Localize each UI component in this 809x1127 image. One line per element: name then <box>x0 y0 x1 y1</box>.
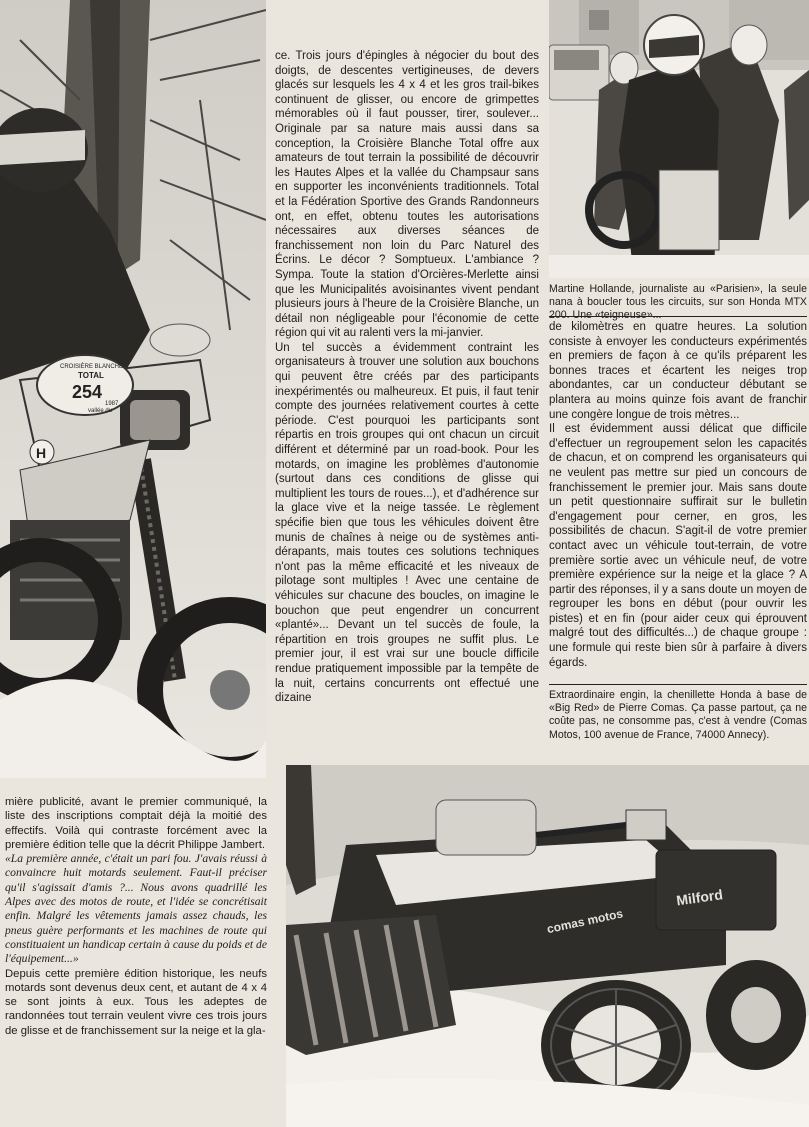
caption-rule-bottom <box>549 684 807 685</box>
article-paragraph: mière publicité, avant le premier communiqué, la liste des inscriptions comptait déjà la moitié des effectifs. Voilà qui contraste forcément avec la première édition telle que la décrit Philippe Jambert. <box>5 796 267 851</box>
plate-number-text: 254 <box>72 382 103 402</box>
atv-brand-text-2: Milford <box>675 886 724 909</box>
article-column-right <box>549 320 807 670</box>
article-paragraph: Il est évidemment aussi délicat que difficile d'effectuer un regroupement selon les capacités de chacun, et on comprend les organisateurs qui ne veulent pas mettre sur pied un concours de franchissement le premier jour. Mais sans doute un petit questionnaire suffirait sur le bulletin d'engagement pour cerner, en gros, les possibilités de chacun. S'agit-il de votre premier contact avec un véhicule tout-terrain, de votre première sortie avec un véhicule neuf, de votre première expérience sur la neige et la glace ? A partir des réponses, il y a sans doute un moyen de regrouper les bons en début (pour ouvrir les pistes) et en fin (pour aider ceux qui éprouvent malgré tout des difficultés...) de chaque groupe : une formule qui reste bien sûr à parfaire à divers égards. <box>549 423 807 669</box>
plate-top-text: CROISIÈRE BLANCHE <box>60 364 124 370</box>
photo-winter-rider <box>549 0 809 278</box>
article-column-middle <box>275 49 539 706</box>
article-quote: «La première année, c'était un pari fou. J'avais réussi à convaincre huit motards seulement. Faut-il préciser qu'il s'agissait d'amis ?... Nous avons quadrillé les Alpes avec des motos de route, et l'idée se concrétisait enfin. Malgré les vêtements jamais assez chauds, les pneus guère performants et les machines de route qui constituaient un handicap certain à cause du poids et de l'équipement...» <box>5 852 267 966</box>
article-paragraph: de kilomètres en quatre heures. La solution consiste à envoyer les conducteurs expérimentés en premiers de façon à ce qu'ils préparent les bonnes traces et écartent les neiges trop abondantes, car un conducteur débutant se plantera au moins quinze fois avant de franchir une congère longue de trois mètres... <box>549 321 807 421</box>
article-paragraph: Depuis cette première édition historique, les neufs motards sont devenus deux cent, et autant de 4 x 4 se sont joints à eux. Tous les adeptes de randonnées tout terrain veulent vivre ces trois jours de glisse et de franchissement sur la neige et la gla- <box>5 967 267 1037</box>
bike-logo-text: H <box>36 445 47 461</box>
caption-atv: Extraordinaire engin, la chenillette Honda à base de «Big Red» de Pierre Comas. Ça passe partout, ça ne coûte pas, ne consomme pas, c'est à vendre (Comas Motos, 100 avenue de France, 74000 Annecy). <box>549 689 807 741</box>
article-paragraph: Un tel succès a évidemment contraint les organisateurs à trouver une solution aux bouchons qui peuvent être créés par des participants inexpérimentés ou malheureux. Et puis, il faut tenir compte des journées relativement courtes à cette période. C'est pourquoi les participants sont répartis en trois groupes qui ont chacun un circuit différent et déterminé par un road-book. Pour les motards, on imagine les problèmes d'autonomie (surtout dans ces conditions de glisse qui multiplient les tours de roues...), et d'adhérence sur la glace vive et la neige tassée. Le règlement spécifie bien que tous les véhicules doivent être munis de chaînes à neige ou de systèmes anti-dérapants, mais toutes ces solutions techniques n'ont pas la même efficacité et les niveaux de pilotage sont multiples ! Avec une centaine de véhicules sur chacune des boucles, on imagine le bouchon que peut engendrer un concurrent «planté»... Devant un tel succès de foule, la répartition en trois groupes ne suffit plus. Le premier jour, il est vrai sur une boucle difficile rendue pratiquement impossible par la tempête de la nuit, certains concurrents ont effectué une dizaine <box>275 341 539 705</box>
plate-region-text: vallée du <box>88 408 113 414</box>
photo-tracked-atv <box>286 765 809 1127</box>
article-paragraph: ce. Trois jours d'épingles à négocier du bout des doigts, de descentes vertigineuses, de devers glacés sur lesquels les 4 x 4 et les gros trail-bikes continuent de glisser, ou encore de grimpettes mémorables où il faut pousser, tirer, soulever... Originale par sa nature mais aussi dans sa conception, la Croisière Blanche Total offre aux amateurs de tout terrain la possibilité de découvrir les Hautes Alpes et la vallée du Champsaur sans en supporter les inconvénients traditionnels. Total et la Fédération Sportive des Grands Randonneurs ont, en effet, obtenu toutes les autorisations nécessaires aux diverses séances de franchissement non loin du Parc Naturel des Écrins. Le décor ? Somptueux. L'ambiance ? Sympa. Toute la station d'Orcières-Merlette ainsi que les Municipalités avoisinantes vivent pendant plusieurs jours à l'heure de la Croisière Blanche, un détail non négligeable pour l'économie de cette région qui vit au ralenti vers la mi-janvier. <box>275 50 539 340</box>
caption-rider: Martine Hollande, journaliste au «Parisien», la seule nana à boucler tous les circuits, sur son Honda MTX <box>549 283 807 309</box>
photo-motorbike-rider <box>0 0 266 778</box>
plate-brand-text: TOTAL <box>78 371 104 380</box>
atv-brand-text-1: comas motos <box>545 906 625 937</box>
caption-rule-top <box>549 316 807 317</box>
article-column-bottom-left <box>5 795 267 1038</box>
plate-year-text: 1987 <box>105 401 119 407</box>
